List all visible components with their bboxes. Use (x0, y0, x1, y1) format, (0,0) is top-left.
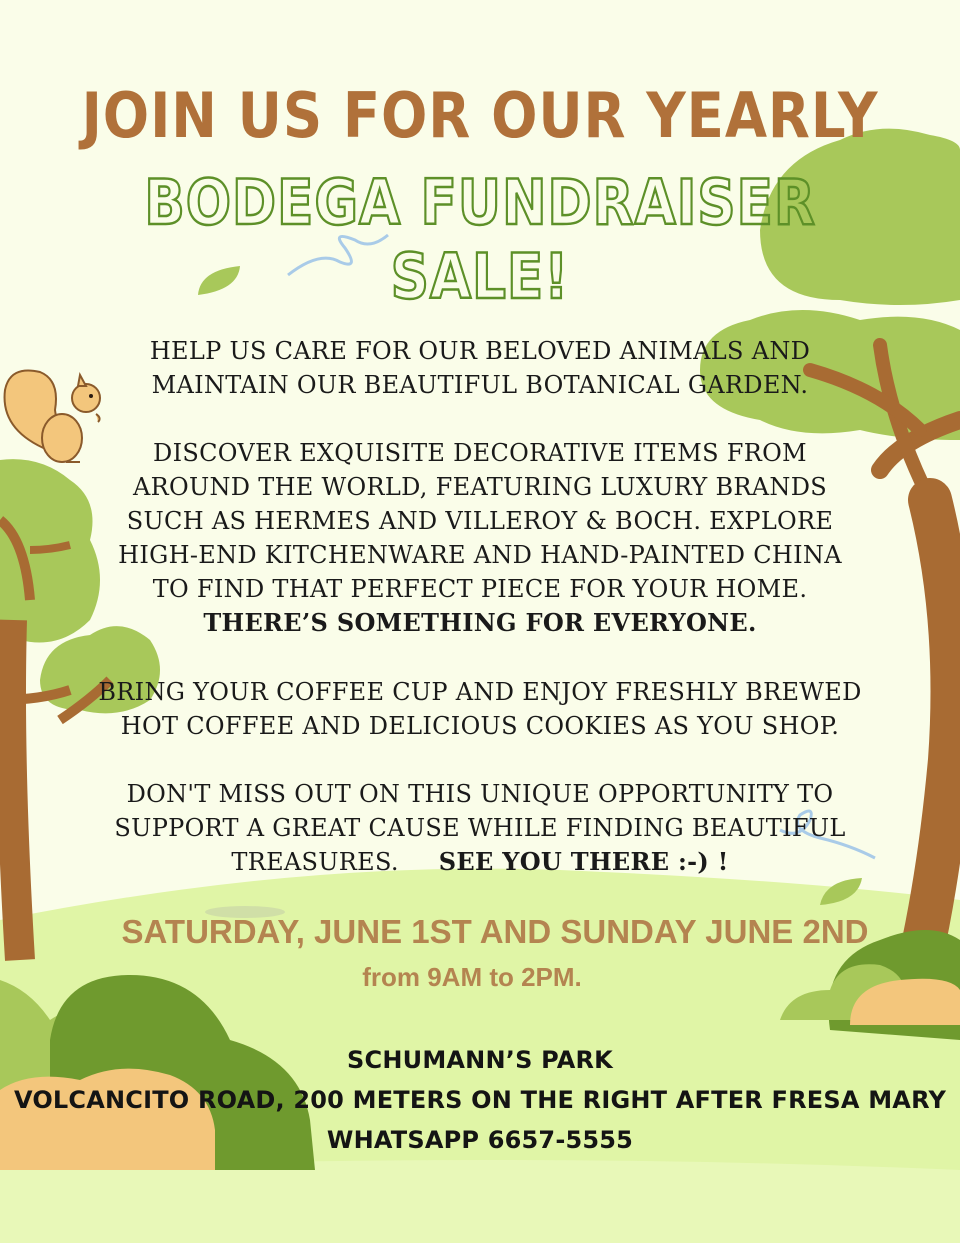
tagline-bold: THERE’S SOMETHING FOR EVERYONE. (203, 608, 757, 637)
location-place: SCHUMANN’S PARK (347, 1046, 613, 1074)
paragraph-coffee: BRING YOUR COFFEE CUP AND ENJOY FRESHLY BREWED HOT COFFEE AND DELICIOUS COOKIES AS YOU SHOP. (98, 678, 862, 740)
location-address: VOLCANCITO ROAD, 200 METERS ON THE RIGHT AFTER FRESA MARY (13, 1086, 947, 1114)
event-hours: from 9AM to 2PM. (362, 962, 582, 992)
headline-line-1: JOIN US FOR OUR YEARLY (81, 79, 879, 152)
see-you-there: SEE YOU THERE :-) ! (438, 847, 729, 876)
headline-line-2: BODEGA FUNDRAISER SALE! (144, 166, 816, 313)
event-dates: SATURDAY, JUNE 1ST AND SUNDAY JUNE 2ND (121, 913, 869, 950)
contact-phone: WHATSAPP 6657-5555 (326, 1126, 634, 1154)
paragraph-mission: HELP US CARE FOR OUR BELOVED ANIMALS AND MAINTAIN OUR BEAUTIFUL BOTANICAL GARDEN. (149, 337, 811, 399)
paragraph-closing: DON'T MISS OUT ON THIS UNIQUE OPPORTUNITY TO SUPPORT A GREAT CAUSE WHILE FINDING BEAUTIFUL TREASURES. SEE YOU THERE :-) ! (114, 780, 846, 876)
paragraph-items: DISCOVER EXQUISITE DECORATIVE ITEMS FROM AROUND THE WORLD, FEATURING LUXURY BRANDS SUCH AS HERMES AND VILLEROY & BOCH. EXPLORE HIGH-END KITCHENWARE AND HAND-PAINTED CHINA TO FIND THAT PERFECT PIECE FOR YOUR HOME. THERE’S SOMETHING FOR EVERYONE. (60, 436, 900, 640)
